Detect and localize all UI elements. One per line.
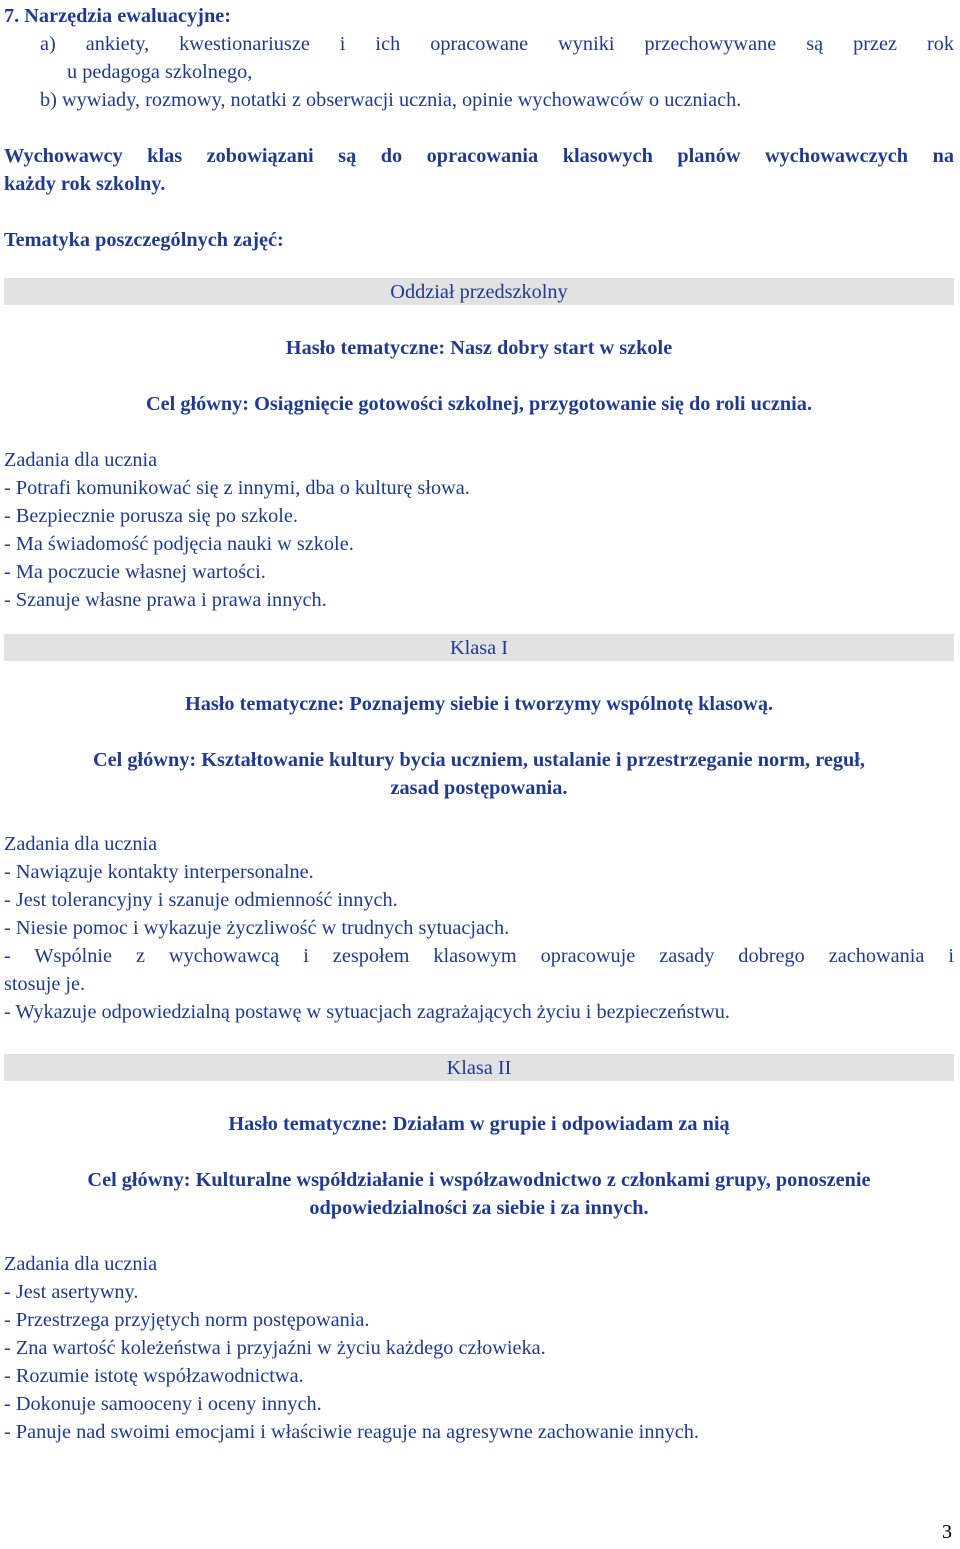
klasa1-task-list <box>4 858 954 1026</box>
oddzial-haslo: Hasło tematyczne: Nasz dobry start w szkole <box>285 337 673 359</box>
list-item: - Rozumie istotę współzawodnictwa. <box>4 1365 304 1387</box>
wychowawcy-line2: każdy rok szkolny. <box>4 173 166 195</box>
klasa1-cel-line1: Cel główny: Kształtowanie kultury bycia uczniem, ustalanie i przestrzeganie norm, reguł, <box>93 749 865 771</box>
list-item: - Nawiązuje kontakty interpersonalne. <box>4 861 314 883</box>
oddzial-task-list <box>4 474 954 614</box>
klasa2-bar <box>4 1054 954 1081</box>
list-item: - Wykazuje odpowiedzialną postawę w sytuacjach zagrażających życiu i bezpieczeństwu. <box>4 1001 730 1023</box>
document-page <box>4 2 954 1446</box>
list-item: - Bezpiecznie porusza się po szkole. <box>4 505 298 527</box>
wychowawcy-line1: Wychowawcy klas zobowiązani są do opracowania klasowych planów wychowawczych na <box>4 145 954 167</box>
list-item: - Jest asertywny. <box>4 1281 139 1303</box>
list-item: - Panuje nad swoimi emocjami i właściwie reaguje na agresywne zachowanie innych. <box>4 1421 699 1443</box>
oddzial-bar <box>4 278 954 305</box>
list-item: - Szanuje własne prawa i prawa innych. <box>4 589 327 611</box>
list-item: - Ma poczucie własnej wartości. <box>4 561 266 583</box>
klasa2-task-list <box>4 1278 954 1446</box>
klasa1-haslo: Hasło tematyczne: Poznajemy siebie i tworzymy wspólnotę klasową. <box>184 693 774 715</box>
klasa1-zadania-title: Zadania dla ucznia <box>4 833 158 855</box>
klasa1-bar <box>4 634 954 661</box>
list-item: - Jest tolerancyjny i szanuje odmienność innych. <box>4 889 398 911</box>
list-item: - Potrafi komunikować się z innymi, dba o kulturę słowa. <box>4 477 470 499</box>
list-item: - Zna wartość koleżeństwa i przyjaźni w życiu każdego człowieka. <box>4 1337 546 1359</box>
section-7-title: 7. Narzędzia ewaluacyjne: <box>4 5 231 27</box>
page-number: 3 <box>942 1521 952 1543</box>
klasa2-zadania-title: Zadania dla ucznia <box>4 1253 158 1275</box>
list-item: stosuje je. <box>4 973 86 995</box>
klasa2-bar-title: Klasa II <box>446 1057 512 1079</box>
list-item: - Niesie pomoc i wykazuje życzliwość w trudnych sytuacjach. <box>4 917 510 939</box>
list-item: - Ma świadomość podjęcia nauki w szkole. <box>4 533 354 555</box>
oddzial-bar-title: Oddział przedszkolny <box>390 281 568 303</box>
list-item: - Wspólnie z wychowawcą i zespołem klasowym opracowuje zasady dobrego zachowania i <box>4 945 954 967</box>
list-item: - Dokonuje samooceny i oceny innych. <box>4 1393 322 1415</box>
klasa1-cel-line2: zasad postępowania. <box>390 777 568 799</box>
klasa1-bar-title: Klasa I <box>449 637 508 659</box>
oddzial-zadania-title: Zadania dla ucznia <box>4 449 158 471</box>
oddzial-cel: Cel główny: Osiągnięcie gotowości szkolnej, przygotowanie się do roli ucznia. <box>145 393 813 415</box>
section-7-item-a-line2: u pedagoga szkolnego, <box>67 61 253 83</box>
list-item: - Przestrzega przyjętych norm postępowania. <box>4 1309 370 1331</box>
klasa2-haslo: Hasło tematyczne: Działam w grupie i odpowiadam za nią <box>228 1113 730 1135</box>
klasa2-cel-line1: Cel główny: Kulturalne współdziałanie i współzawodnictwo z członkami grupy, ponoszenie <box>87 1169 871 1191</box>
section-7-item-b: b) wywiady, rozmowy, notatki z obserwacji ucznia, opinie wychowawców o uczniach. <box>40 89 742 111</box>
klasa2-cel-line2: odpowiedzialności za siebie i za innych. <box>309 1197 649 1219</box>
tematyka-heading: Tematyka poszczególnych zajęć: <box>4 229 284 251</box>
section-7-item-a-line1: a) ankiety, kwestionariusze i ich opracowane wyniki przechowywane są przez rok <box>40 33 954 55</box>
